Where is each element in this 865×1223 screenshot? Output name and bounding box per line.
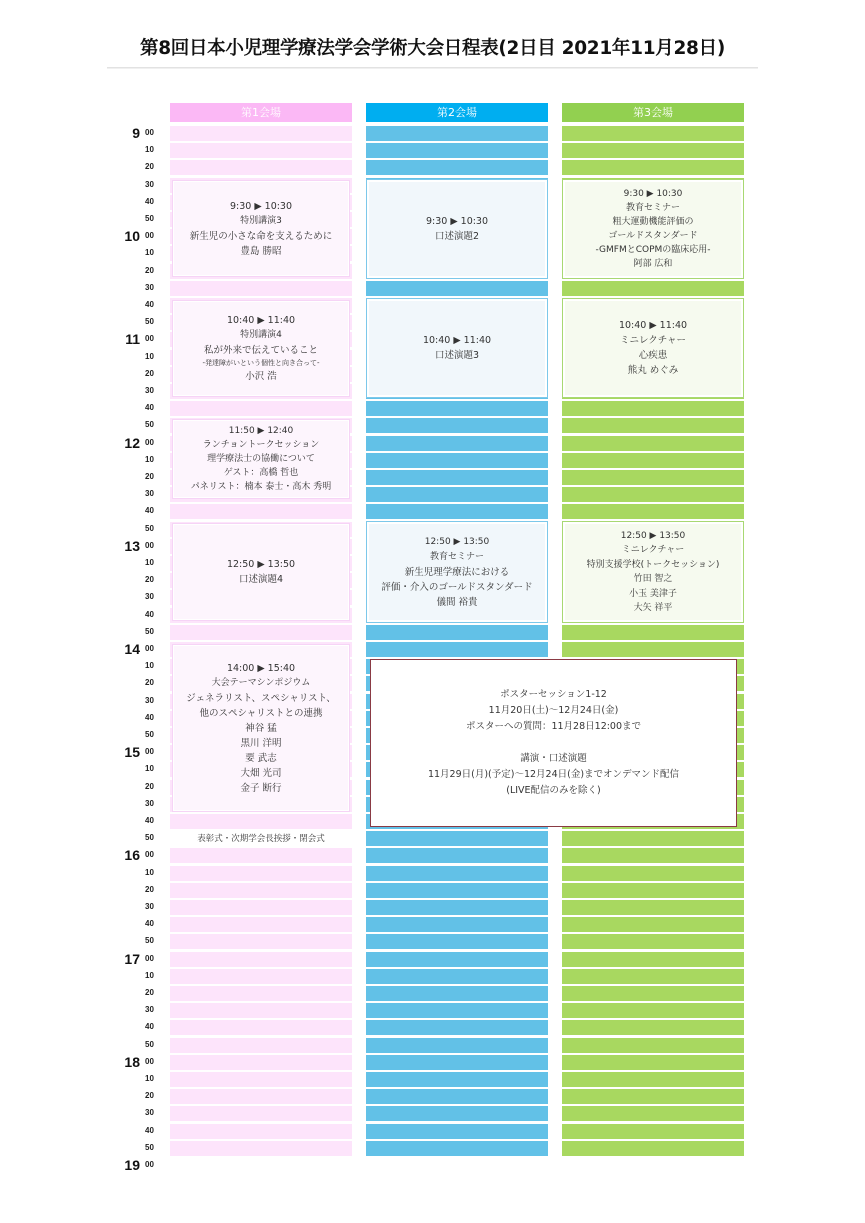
hour-label: 18: [124, 1053, 140, 1070]
session-title: 理学療法士の協働について: [207, 454, 315, 464]
slot-cell: [366, 470, 548, 485]
hour-label: 10: [124, 228, 140, 245]
session-speaker: 儀間 裕貴: [436, 596, 478, 608]
slot-cell: [562, 1038, 744, 1053]
minute-label: 00: [145, 540, 154, 550]
slot-cell: [562, 952, 744, 967]
minute-label: 00: [145, 231, 154, 241]
slot-cell: [366, 1038, 548, 1053]
minute-label: 20: [145, 884, 154, 894]
minute-label: 20: [145, 472, 154, 481]
poster-line-2: 11月20日(土)〜12月24日(金): [488, 705, 619, 716]
slot-cell: [562, 848, 744, 863]
venue-2-header: [366, 103, 548, 122]
venue-1-session-luncheon: [173, 420, 349, 498]
minute-label: 10: [145, 970, 154, 980]
session-speaker: 竹田 智之: [633, 574, 673, 584]
minute-label: 50: [145, 317, 154, 327]
slot-cell: [170, 1020, 352, 1035]
minute-label: 00: [145, 1160, 154, 1169]
slot-cell: [170, 1141, 352, 1156]
slot-cell: [170, 1106, 352, 1121]
slot-cell: [366, 952, 548, 967]
slot-cell: [170, 160, 352, 175]
slot-cell: [366, 1072, 548, 1087]
session-speaker: 小玉 美津子: [629, 588, 677, 599]
venue-3-session-seminar: [563, 180, 743, 278]
session-type: 特別講演3: [240, 215, 282, 226]
minute-label: 10: [145, 558, 154, 567]
slot-cell: [562, 866, 744, 881]
minute-label: 30: [145, 592, 154, 602]
slot-cell: [366, 848, 548, 863]
session-guest: ゲスト：高橋 哲也: [223, 468, 299, 478]
slot-cell: [562, 418, 744, 433]
minute-label: 10: [145, 248, 154, 258]
slot-cell: [562, 1020, 744, 1035]
session-type: 特別講演4: [240, 330, 282, 340]
minute-label: 30: [145, 1005, 154, 1015]
session-title-1: 新生児理学療法における: [404, 566, 510, 578]
slot-cell: [562, 143, 744, 158]
slot-cell: [366, 143, 548, 158]
slot-cell: [170, 814, 352, 829]
hour-label: 15: [124, 744, 140, 761]
slot-cell: [562, 401, 744, 416]
poster-line-6: (LIVE配信のみを除く): [506, 785, 601, 796]
slot-cell: [366, 900, 548, 915]
slot-cell: [366, 1089, 548, 1104]
minute-label: 50: [145, 626, 154, 636]
slot-cell: [562, 470, 744, 485]
venue-2-session-oral-3: [367, 299, 547, 397]
hour-label: 19: [124, 1157, 140, 1173]
venue-2-label: 第2会場: [437, 106, 477, 119]
slot-cell: [170, 1089, 352, 1104]
session-title-1: 粗大運動機能評価の: [612, 217, 694, 227]
slot-cell: [562, 917, 744, 932]
slot-cell: [170, 143, 352, 158]
hour-label: 17: [124, 950, 140, 967]
slot-cell: [562, 900, 744, 915]
session-speaker: 金子 断行: [240, 782, 282, 794]
slot-cell: [170, 625, 352, 640]
slot-cell: [562, 281, 744, 296]
slot-cell: [562, 126, 744, 141]
minute-label: 50: [145, 214, 154, 223]
slot-cell: [366, 917, 548, 932]
minute-label: 30: [145, 902, 154, 911]
slot-cell: [366, 883, 548, 898]
session-type: ミニレクチャー: [619, 335, 687, 346]
minute-label: 50: [145, 1142, 154, 1152]
session-subtitle: -発達障がいという個性と向き合って-: [202, 359, 320, 367]
session-title-1: ジェネラリスト、スペシャリスト、: [186, 692, 336, 704]
slot-cell: [366, 934, 548, 949]
slot-cell: [170, 1055, 352, 1070]
session-speaker: 小沢 浩: [245, 371, 277, 382]
session-time: 12:50 ▶ 13:50: [620, 530, 686, 541]
venue-3-session-mini-lecture-2: [563, 522, 743, 622]
slot-cell: [170, 1003, 352, 1018]
minute-label: 20: [145, 575, 154, 585]
slot-cell: [366, 126, 548, 141]
venue-1-session-symposium: [173, 645, 349, 811]
session-title: 特別支援学校(トークセッション): [586, 559, 720, 570]
slot-cell: [366, 1003, 548, 1018]
minute-label: 30: [145, 179, 154, 189]
slot-cell: [562, 831, 744, 846]
slot-cell: [170, 883, 352, 898]
venue-1-label: 第1会場: [241, 106, 281, 119]
slot-cell: [170, 126, 352, 141]
session-title-3: -GMFMとCOPMの臨床応用-: [595, 245, 711, 255]
slot-cell: [170, 866, 352, 881]
minute-label: 50: [145, 730, 154, 739]
slot-cell: [366, 401, 548, 416]
session-speaker: 神谷 猛: [245, 722, 277, 734]
slot-cell: [562, 1141, 744, 1156]
session-time: 11:50 ▶ 12:40: [228, 426, 294, 436]
minute-label: 00: [145, 1056, 154, 1066]
session-time: 9:30 ▶ 10:30: [229, 200, 293, 212]
slot-cell: [562, 1089, 744, 1104]
minute-label: 20: [145, 265, 154, 275]
slot-cell: [562, 1106, 744, 1121]
minute-label: 40: [145, 196, 154, 206]
minute-label: 30: [145, 798, 154, 808]
session-panelist: パネリスト：楠本 泰士・高木 秀明: [190, 482, 332, 492]
slot-cell: [170, 934, 352, 949]
venue-2-session-seminar: [367, 522, 547, 622]
minute-label: 40: [145, 1022, 154, 1032]
session-speaker: 要 武志: [245, 752, 277, 764]
poster-line-5: 11月29日(月)(予定)〜12月24日(金)までオンデマンド配信: [427, 769, 680, 780]
venue-1-header: [170, 103, 352, 122]
slot-cell: [170, 401, 352, 416]
hour-label: 14: [124, 641, 140, 657]
session-time: 10:40 ▶ 11:40: [618, 320, 688, 331]
minute-label: 00: [145, 747, 154, 757]
session-title: 心疾患: [638, 350, 668, 361]
slot-cell: [562, 642, 744, 657]
slot-cell: [366, 1055, 548, 1070]
hour-label: 16: [124, 847, 140, 864]
minute-label: 20: [145, 162, 154, 172]
venue-1-session-special-lecture-4: [173, 301, 349, 396]
hour-label: 12: [124, 434, 140, 451]
session-speaker: 大矢 祥平: [633, 603, 673, 613]
slot-cell: [562, 625, 744, 640]
minute-label: 50: [145, 936, 154, 946]
slot-cell: [366, 418, 548, 433]
minute-label: 10: [145, 764, 154, 774]
slot-cell: [366, 642, 548, 657]
slot-cell: [366, 453, 548, 468]
session-time: 12:50 ▶ 13:50: [424, 536, 490, 547]
minute-label: 10: [145, 661, 154, 671]
minute-label: 10: [145, 454, 154, 464]
slot-cell: [562, 487, 744, 502]
closing-ceremony: 表彰式・次期学会長挨拶・閉会式: [170, 831, 352, 847]
slot-cell: [170, 1072, 352, 1087]
slot-cell: [366, 1141, 548, 1156]
slot-cell: [170, 900, 352, 915]
minute-label: 00: [145, 644, 154, 653]
session-time: 10:40 ▶ 11:40: [422, 335, 492, 346]
session-title: 口述演題2: [434, 231, 480, 242]
slot-cell: [170, 969, 352, 984]
session-speaker: 豊島 勝昭: [240, 245, 282, 257]
slot-cell: [170, 504, 352, 519]
slot-cell: [366, 986, 548, 1001]
minute-label: 10: [145, 1074, 154, 1083]
venue-3-session-mini-lecture-1: [563, 299, 743, 397]
slot-cell: [366, 436, 548, 451]
slot-cell: [366, 831, 548, 846]
session-type: 教育セミナー: [429, 551, 484, 562]
slot-cell: [562, 436, 744, 451]
session-title-2: ゴールドスタンダード: [608, 231, 698, 241]
session-time: 9:30 ▶ 10:30: [425, 216, 489, 227]
minute-label: 40: [145, 403, 154, 413]
session-title: 口述演題3: [434, 350, 480, 361]
venue-1-session-special-lecture-3: [173, 181, 349, 276]
minute-label: 10: [145, 145, 154, 155]
minute-label: 50: [145, 1039, 154, 1049]
session-speaker: 大畑 光司: [240, 767, 282, 779]
slot-cell: [562, 969, 744, 984]
minute-label: 40: [145, 300, 154, 309]
minute-label: 30: [145, 695, 154, 705]
minute-label: 00: [145, 334, 154, 344]
session-type: 教育セミナー: [625, 203, 680, 213]
slot-cell: [562, 1072, 744, 1087]
minute-label: 40: [145, 712, 154, 722]
poster-line-4: 講演・口述演題: [520, 753, 587, 764]
session-time: 12:50 ▶ 13:50: [226, 559, 296, 570]
slot-cell: [562, 883, 744, 898]
slot-cell: [170, 986, 352, 1001]
session-time: 10:40 ▶ 11:40: [226, 315, 296, 326]
minute-label: 30: [145, 489, 154, 499]
session-type: ランチョントークセッション: [202, 440, 320, 450]
slot-cell: [170, 848, 352, 863]
session-title: 新生児の小さな命を支えるために: [189, 230, 333, 242]
poster-session-notice: [370, 659, 737, 827]
slot-cell: [562, 1124, 744, 1139]
slot-cell: [562, 160, 744, 175]
poster-line-1: ポスターセッション1-12: [500, 689, 607, 700]
slot-cell: [170, 917, 352, 932]
session-speaker: 黒川 洋明: [240, 737, 282, 749]
slot-cell: [366, 1020, 548, 1035]
slot-cell: [170, 281, 352, 296]
session-time: 9:30 ▶ 10:30: [623, 189, 683, 199]
slot-cell: [170, 952, 352, 967]
slot-cell: [562, 1055, 744, 1070]
session-type: 大会テーマシンポジウム: [211, 677, 311, 688]
slot-cell: [366, 866, 548, 881]
minute-label: 40: [145, 919, 154, 929]
venue-2-session-oral-2: [367, 180, 547, 278]
minute-label: 40: [145, 506, 154, 516]
slot-cell: [562, 934, 744, 949]
slot-cell: [366, 1106, 548, 1121]
slot-cell: [562, 453, 744, 468]
minute-label: 20: [145, 368, 154, 378]
minute-label: 30: [145, 386, 154, 395]
venue-3-header: [562, 103, 744, 122]
slot-cell: [562, 1003, 744, 1018]
hour-label: 11: [125, 331, 140, 348]
title-divider: [107, 67, 758, 69]
session-title: 私が外来で伝えていること: [203, 345, 318, 356]
session-time: 14:00 ▶ 15:40: [226, 662, 296, 674]
minute-label: 50: [145, 420, 154, 430]
slot-cell: [366, 487, 548, 502]
hour-label: 9: [132, 125, 140, 141]
minute-label: 40: [145, 816, 154, 825]
slot-cell: [562, 504, 744, 519]
session-type: ミニレクチャー: [621, 545, 685, 555]
session-title-2: 他のスペシャリストとの連携: [199, 707, 323, 719]
venue-3-label: 第3会場: [633, 106, 673, 119]
minute-label: 50: [145, 523, 154, 533]
minute-label: 00: [145, 850, 154, 860]
minute-label: 20: [145, 678, 154, 688]
slot-cell: [366, 625, 548, 640]
minute-label: 20: [145, 1091, 154, 1101]
venue-1-session-oral-4: [173, 524, 349, 620]
slot-cell: [366, 160, 548, 175]
slot-cell: [170, 1124, 352, 1139]
poster-line-3: ポスターへの質問：11月28日12:00まで: [465, 721, 642, 732]
minute-label: 40: [145, 609, 154, 619]
minute-label: 50: [145, 833, 154, 843]
minute-label: 10: [145, 867, 154, 877]
minute-label: 00: [145, 128, 154, 137]
slot-cell: [562, 986, 744, 1001]
page-title: 第8回日本小児理学療法学会学術大会日程表(2日目 2021年11月28日): [140, 38, 725, 59]
minute-label: 30: [145, 282, 154, 292]
slot-cell: [366, 969, 548, 984]
slot-cell: [366, 1124, 548, 1139]
session-title: 口述演題4: [238, 574, 284, 585]
session-speaker: 阿部 広和: [633, 259, 673, 269]
session-title-2: 評価・介入のゴールドスタンダード: [381, 581, 533, 593]
minute-label: 00: [145, 953, 154, 963]
slot-cell: [366, 281, 548, 296]
minute-label: 20: [145, 781, 154, 791]
slot-cell: [170, 1038, 352, 1053]
minute-label: 20: [145, 988, 154, 997]
minute-label: 10: [145, 351, 154, 361]
minute-label: 00: [145, 437, 154, 447]
minute-label: 30: [145, 1108, 154, 1118]
slot-cell: [366, 504, 548, 519]
session-speaker: 熊丸 めぐみ: [627, 365, 679, 376]
minute-label: 40: [145, 1125, 154, 1135]
hour-label: 13: [124, 537, 140, 554]
